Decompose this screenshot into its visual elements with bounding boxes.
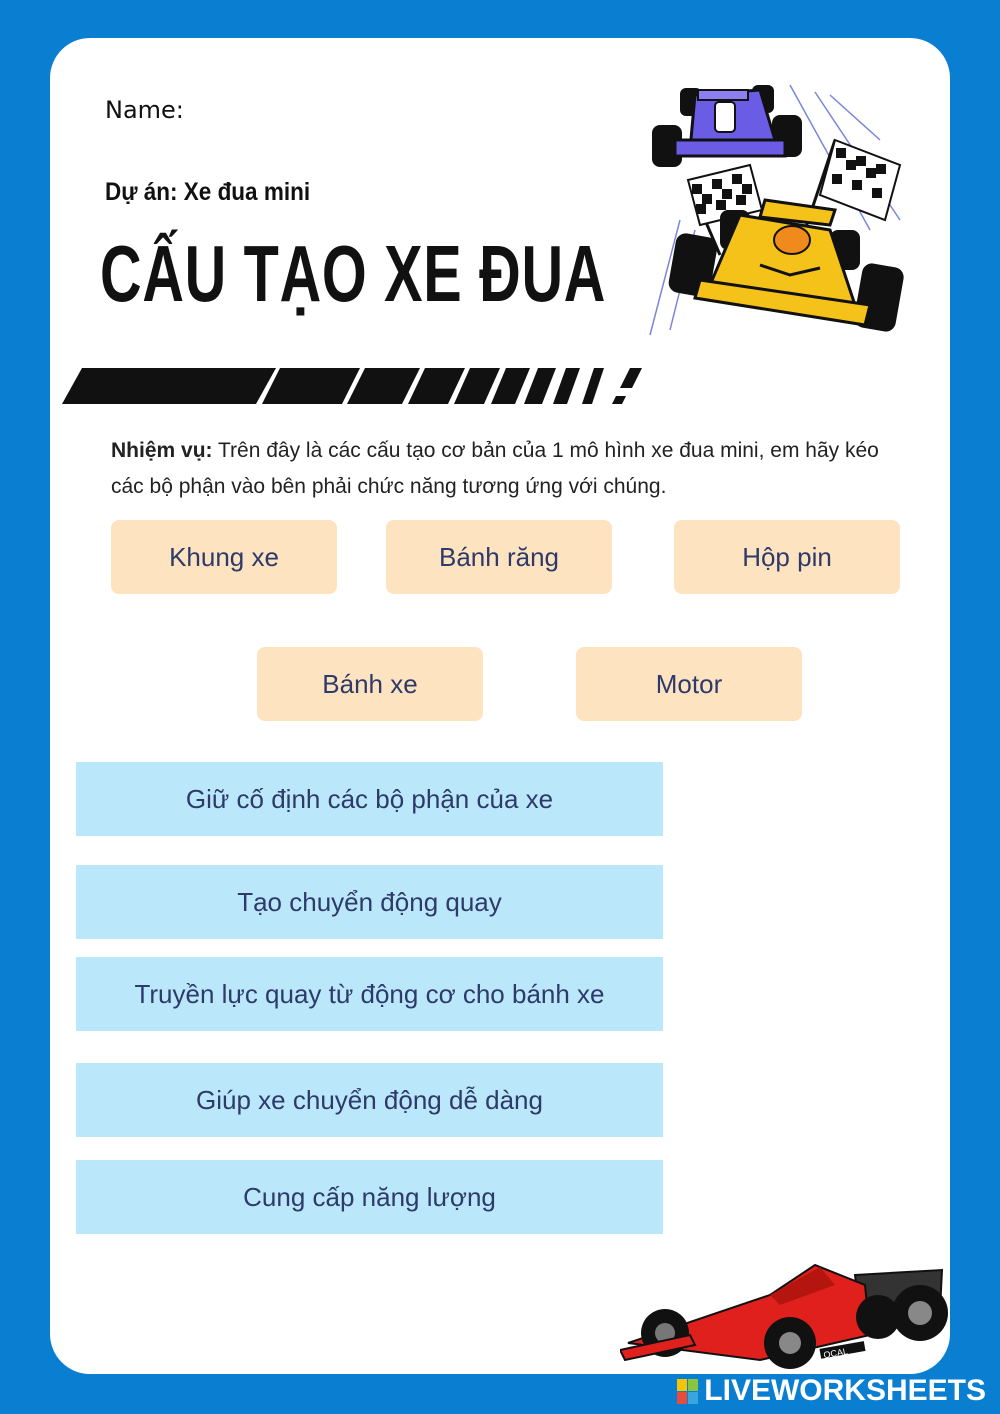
liveworksheets-footer <box>677 1374 986 1408</box>
function-box-5[interactable]: Cung cấp năng lượng <box>76 1160 663 1234</box>
project-title: Dự án: Xe đua mini <box>105 178 311 206</box>
name-label: Name: <box>105 96 184 124</box>
part-chip-khung-xe[interactable]: Khung xe <box>111 520 337 594</box>
red-race-car-illustration <box>620 1255 950 1385</box>
task-text: Trên đây là các cấu tạo cơ bản của 1 mô hình xe đua mini, em hãy kéo các bộ phận vào bên phải chức năng tương ứng với chúng. <box>111 439 879 498</box>
function-box-1[interactable]: Giữ cố định các bộ phận của xe <box>76 762 663 836</box>
task-instructions <box>111 433 901 505</box>
purple-race-car-icon <box>652 85 802 167</box>
function-box-4[interactable]: Giúp xe chuyển động dễ dàng <box>76 1063 663 1137</box>
footer-brand: LIVEWORKSHEETS <box>704 1374 986 1407</box>
part-chip-banh-rang[interactable]: Bánh răng <box>386 520 612 594</box>
part-chip-hop-pin[interactable]: Hộp pin <box>674 520 900 594</box>
function-box-2[interactable]: Tạo chuyển động quay <box>76 865 663 939</box>
liveworksheets-logo-icon <box>677 1379 698 1404</box>
page-title: CẤU TẠO XE ĐUA <box>100 229 607 318</box>
function-box-3[interactable]: Truyền lực quay từ động cơ cho bánh xe <box>76 957 663 1031</box>
race-cars-illustration <box>640 80 910 345</box>
racing-stripes-decoration <box>60 364 660 408</box>
part-chip-banh-xe[interactable]: Bánh xe <box>257 647 483 721</box>
svg-text:OCAL: OCAL <box>822 1346 849 1361</box>
red-race-car-icon <box>620 1265 948 1369</box>
part-chip-motor[interactable]: Motor <box>576 647 802 721</box>
task-label: Nhiệm vụ: <box>111 439 213 462</box>
